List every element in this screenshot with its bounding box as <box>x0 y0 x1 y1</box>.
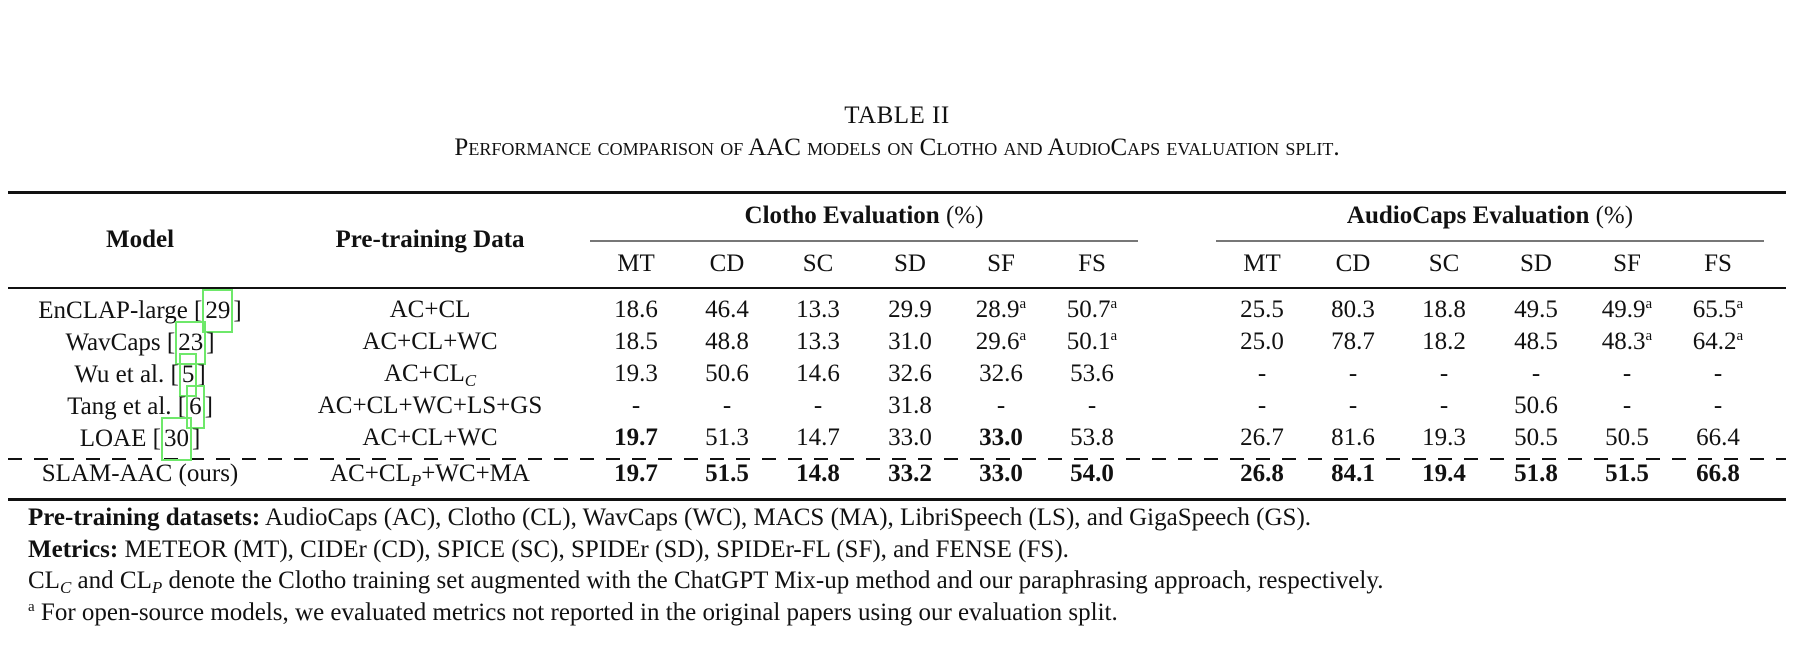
metric-value: 32.6 <box>888 360 932 387</box>
clotho-cmidrule <box>590 240 1138 242</box>
audiocaps-value-sf <box>1581 359 1673 389</box>
clotho-value-mt <box>590 391 682 421</box>
audiocaps-value-fs <box>1672 391 1764 421</box>
audiocaps-value-sf <box>1581 459 1673 489</box>
model-name: Tang et al. [ <box>67 393 187 420</box>
metric-value: 50.6 <box>1514 392 1558 419</box>
clotho-value-sc <box>772 459 864 489</box>
metric-value: - <box>1348 392 1358 419</box>
audiocaps-value-cd <box>1307 295 1399 325</box>
audiocaps-value-sc <box>1398 327 1490 357</box>
audiocaps-value-sd <box>1490 327 1582 357</box>
metric-value: 64.2 <box>1692 328 1737 355</box>
metric-value: 25.0 <box>1240 328 1284 355</box>
clotho-metric-header: FS <box>1078 250 1106 277</box>
footnote-marker: a <box>1019 328 1027 344</box>
audiocaps-value-sd <box>1490 459 1582 489</box>
metric-value: 14.7 <box>796 424 840 451</box>
audiocaps-value-fs <box>1672 327 1764 357</box>
model-name: WavCaps [ <box>65 329 176 356</box>
audiocaps-value-fs <box>1672 423 1764 453</box>
metric-value: 51.5 <box>1605 460 1649 487</box>
table-notes <box>28 502 1383 628</box>
metric-value: 66.4 <box>1696 424 1740 451</box>
clotho-value-sc <box>772 327 864 357</box>
metric-value: - <box>1439 392 1449 419</box>
metric-value: 50.1 <box>1066 328 1111 355</box>
citation-bracket: ] <box>204 393 213 420</box>
metric-value: 18.5 <box>614 328 658 355</box>
audiocaps-value-sc <box>1398 459 1490 489</box>
metric-value: 50.5 <box>1514 424 1558 451</box>
metric-value: 53.6 <box>1070 360 1114 387</box>
metric-value: 81.6 <box>1331 424 1375 451</box>
clotho-value-cd <box>681 459 773 489</box>
citation-link[interactable]: 6 <box>186 385 205 429</box>
metric-value: 48.5 <box>1514 328 1558 355</box>
metric-value: 51.5 <box>705 460 749 487</box>
clotho-value-sf <box>955 391 1047 421</box>
footnote-text: For open-source models, we evaluated metrics not reported in the original papers using our evaluation split. <box>34 598 1118 626</box>
clotho-value-sc <box>772 359 864 389</box>
citation-bracket: ] <box>233 297 242 324</box>
pretraining-data: AC+CL <box>389 296 471 323</box>
clotho-value-sf <box>955 359 1047 389</box>
audiocaps-cmidrule <box>1216 240 1764 242</box>
audiocaps-value-mt <box>1216 359 1308 389</box>
metric-value: 48.3 <box>1601 328 1646 355</box>
clotho-value-cd <box>681 295 773 325</box>
clotho-metric-header: SF <box>987 250 1015 277</box>
table-caption: Performance comparison of AAC models on Clotho and AudioCaps evaluation split. <box>454 134 1340 161</box>
clotho-metric-header: SC <box>802 250 834 277</box>
metric-value: 26.7 <box>1240 424 1284 451</box>
model-name: EnCLAP-large [ <box>38 297 203 324</box>
audiocaps-metric-header: MT <box>1243 250 1281 277</box>
metric-value: 51.8 <box>1514 460 1558 487</box>
metric-value: 33.2 <box>888 460 932 487</box>
table-row-model <box>10 327 270 359</box>
metric-value: - <box>1622 392 1632 419</box>
clotho-value-sf <box>955 459 1047 489</box>
metric-value: - <box>1257 392 1267 419</box>
pretraining-data: AC+CL <box>383 360 465 387</box>
clotho-value-sd <box>864 459 956 489</box>
table-row-pretraining-data <box>280 391 580 421</box>
footnote-marker: a <box>1019 296 1027 312</box>
table-row-model <box>10 459 270 489</box>
metric-value: 19.7 <box>614 460 658 487</box>
audiocaps-value-sf <box>1581 391 1673 421</box>
note-clotho-variants <box>28 565 1383 597</box>
clotho-value-sf <box>955 423 1047 453</box>
metric-value: 31.0 <box>888 328 932 355</box>
audiocaps-value-sc <box>1398 359 1490 389</box>
clotho-value-fs <box>1046 459 1138 489</box>
clotho-value-sc <box>772 295 864 325</box>
metric-value: 33.0 <box>979 424 1023 451</box>
clotho-value-sd <box>864 327 956 357</box>
audiocaps-value-mt <box>1216 295 1308 325</box>
citation-bracket: ] <box>197 361 206 388</box>
clotho-value-sc <box>772 423 864 453</box>
audiocaps-value-sc <box>1398 295 1490 325</box>
footnote-marker: a <box>1645 296 1653 312</box>
note-footnote-a <box>28 597 1383 629</box>
audiocaps-value-sd <box>1490 295 1582 325</box>
audiocaps-value-fs <box>1672 295 1764 325</box>
clotho-value-mt <box>590 295 682 325</box>
note-datasets-label: Pre-training datasets: <box>28 504 261 531</box>
audiocaps-value-sc <box>1398 391 1490 421</box>
clotho-value-fs <box>1046 359 1138 389</box>
audiocaps-value-sd <box>1490 423 1582 453</box>
cl-p-sub: P <box>151 578 163 597</box>
metric-value: 78.7 <box>1331 328 1375 355</box>
table-row-pretraining-data <box>280 327 580 357</box>
clotho-value-sd <box>864 359 956 389</box>
metric-value: - <box>1257 360 1267 387</box>
table-row-model <box>10 295 270 327</box>
table-row-model <box>10 359 270 391</box>
metric-value: 51.3 <box>705 424 749 451</box>
citation-link[interactable]: 30 <box>161 417 192 461</box>
clotho-value-cd <box>681 423 773 453</box>
footnote-marker: a <box>1736 296 1744 312</box>
footnote-mark: a <box>28 598 35 615</box>
clotho-metric-header: SD <box>894 250 926 277</box>
metric-value: 18.8 <box>1422 296 1466 323</box>
metric-value: 13.3 <box>796 328 840 355</box>
model-name: SLAM-AAC (ours) <box>41 460 239 487</box>
audiocaps-value-sf <box>1581 327 1673 357</box>
header-model: Model <box>105 226 175 253</box>
clotho-metric-header: CD <box>709 250 745 277</box>
cl-c-sub: C <box>59 578 72 597</box>
metric-value: 46.4 <box>705 296 749 323</box>
metric-value: 18.2 <box>1422 328 1466 355</box>
pretraining-data: AC+CL <box>330 460 411 487</box>
audiocaps-value-sf <box>1581 423 1673 453</box>
footnote-marker: a <box>1110 328 1118 344</box>
clotho-value-fs <box>1046 327 1138 357</box>
clotho-value-sc <box>772 391 864 421</box>
metric-value: 48.8 <box>705 328 749 355</box>
footnote-marker: a <box>1645 328 1653 344</box>
audiocaps-value-sc <box>1398 423 1490 453</box>
clotho-value-sf <box>955 327 1047 357</box>
clotho-metric-header: MT <box>617 250 655 277</box>
metric-value: 13.3 <box>796 296 840 323</box>
metric-value: - <box>1713 360 1723 387</box>
audiocaps-value-sf <box>1581 295 1673 325</box>
metric-value: 33.0 <box>979 460 1023 487</box>
clotho-value-sf <box>955 295 1047 325</box>
citation-link[interactable]: 29 <box>202 289 233 333</box>
metric-value: 50.7 <box>1066 296 1111 323</box>
clotho-value-cd <box>681 391 773 421</box>
note-datasets <box>28 502 1383 534</box>
footnote-marker: a <box>1110 296 1118 312</box>
clotho-value-sd <box>864 295 956 325</box>
clotho-group-label: Clotho Evaluation <box>744 202 940 229</box>
pretraining-data: AC+CL+WC+LS+GS <box>317 392 543 419</box>
metric-value: 14.6 <box>796 360 840 387</box>
audiocaps-value-sd <box>1490 359 1582 389</box>
metric-value: 49.5 <box>1514 296 1558 323</box>
metric-value: 66.8 <box>1696 460 1740 487</box>
metric-value: 18.6 <box>614 296 658 323</box>
audiocaps-value-cd <box>1307 423 1399 453</box>
percent-unit: (%) <box>945 202 984 229</box>
metric-value: - <box>631 392 641 419</box>
audiocaps-metric-header: SC <box>1428 250 1460 277</box>
clotho-value-fs <box>1046 423 1138 453</box>
cl-c-base: CL <box>28 567 60 594</box>
cl-mid: and <box>71 567 120 594</box>
audiocaps-value-mt <box>1216 391 1308 421</box>
citation-link[interactable]: 5 <box>179 353 198 397</box>
metric-value: - <box>813 392 823 419</box>
citation-bracket: ] <box>191 425 201 452</box>
audiocaps-value-fs <box>1672 359 1764 389</box>
note-datasets-text: AudioCaps (AC), Clotho (CL), WavCaps (WC), MACS (MA), LibriSpeech (LS), and GigaSpeech (GS). <box>260 504 1312 531</box>
metric-value: 19.4 <box>1422 460 1466 487</box>
metric-value: 84.1 <box>1331 460 1375 487</box>
audiocaps-value-cd <box>1307 459 1399 489</box>
metric-value: - <box>996 392 1006 419</box>
audiocaps-value-mt <box>1216 423 1308 453</box>
table-caption-number: TABLE II <box>844 102 950 129</box>
metric-value: 25.5 <box>1240 296 1284 323</box>
clotho-value-cd <box>681 327 773 357</box>
clotho-value-mt <box>590 359 682 389</box>
table-row-pretraining-data <box>280 295 580 325</box>
table-row-pretraining-data <box>280 423 580 453</box>
pretraining-data: AC+CL+WC <box>362 328 498 355</box>
audiocaps-group-label: AudioCaps Evaluation <box>1346 202 1590 229</box>
metric-value: - <box>1713 392 1723 419</box>
metric-value: 19.7 <box>614 424 658 451</box>
audiocaps-value-mt <box>1216 459 1308 489</box>
table-row-model <box>10 391 270 423</box>
metric-value: 29.9 <box>888 296 932 323</box>
metric-value: 33.0 <box>888 424 932 451</box>
metric-value: 65.5 <box>1692 296 1737 323</box>
top-rule <box>8 191 1786 194</box>
metric-value: - <box>1622 360 1632 387</box>
header-clotho-group <box>590 201 1138 231</box>
clotho-value-mt <box>590 423 682 453</box>
metric-value: 19.3 <box>614 360 658 387</box>
audiocaps-value-cd <box>1307 391 1399 421</box>
cl-p-base: CL <box>119 567 152 594</box>
note-metrics-label: Metrics: <box>28 535 119 563</box>
audiocaps-metric-header: FS <box>1704 250 1732 277</box>
metric-value: 19.3 <box>1422 424 1466 451</box>
model-name: LOAE [ <box>79 425 161 452</box>
metric-value: 32.6 <box>979 360 1023 387</box>
metric-value: 53.8 <box>1070 424 1114 451</box>
clotho-value-fs <box>1046 391 1138 421</box>
pretraining-data-rest: +WC+MA <box>421 460 530 487</box>
percent-unit: (%) <box>1595 202 1634 229</box>
pretraining-data-subscript: C <box>464 371 477 390</box>
header-rule <box>8 287 1786 289</box>
metric-value: 80.3 <box>1331 296 1375 323</box>
model-name: Wu et al. [ <box>74 361 179 388</box>
audiocaps-metric-header: SF <box>1613 250 1641 277</box>
citation-link[interactable]: 23 <box>175 321 206 365</box>
table-row-pretraining-data <box>280 459 580 489</box>
audiocaps-metric-header: CD <box>1335 250 1371 277</box>
clotho-value-sd <box>864 423 956 453</box>
pretraining-data: AC+CL+WC <box>362 424 498 451</box>
metric-value: 14.8 <box>796 460 840 487</box>
metric-value: 50.5 <box>1605 424 1649 451</box>
table-row-pretraining-data <box>280 359 580 389</box>
pretraining-data-subscript: P <box>410 471 422 490</box>
metric-value: - <box>1531 360 1541 387</box>
metric-value: 26.8 <box>1240 460 1284 487</box>
audiocaps-value-cd <box>1307 359 1399 389</box>
note-metrics-text: METEOR (MT), CIDEr (CD), SPICE (SC), SPIDEr (SD), SPIDEr-FL (SF), and FENSE (FS). <box>118 535 1069 563</box>
header-pretraining-data: Pre-training Data <box>335 226 525 253</box>
table-row-model <box>10 423 270 455</box>
audiocaps-value-fs <box>1672 459 1764 489</box>
audiocaps-metric-header: SD <box>1520 250 1552 277</box>
metric-value: 50.6 <box>705 360 749 387</box>
citation-bracket: ] <box>206 329 215 356</box>
metric-value: - <box>1439 360 1449 387</box>
audiocaps-value-mt <box>1216 327 1308 357</box>
header-audiocaps-group <box>1216 201 1764 231</box>
clotho-value-mt <box>590 459 682 489</box>
metric-value: - <box>722 392 732 419</box>
audiocaps-value-cd <box>1307 327 1399 357</box>
footnote-marker: a <box>1736 328 1744 344</box>
metric-value: - <box>1087 392 1097 419</box>
note-metrics <box>28 534 1383 566</box>
metric-value: 49.9 <box>1601 296 1646 323</box>
metric-value: 31.8 <box>888 392 932 419</box>
metric-value: 29.6 <box>975 328 1020 355</box>
clotho-value-mt <box>590 327 682 357</box>
cl-text: denote the Clotho training set augmented with the ChatGPT Mix-up method and our paraphrasing approach, respectively. <box>162 567 1384 594</box>
clotho-value-cd <box>681 359 773 389</box>
audiocaps-value-sd <box>1490 391 1582 421</box>
clotho-value-sd <box>864 391 956 421</box>
clotho-value-fs <box>1046 295 1138 325</box>
metric-value: - <box>1348 360 1358 387</box>
bottom-rule <box>8 498 1786 501</box>
metric-value: 28.9 <box>975 296 1020 323</box>
metric-value: 54.0 <box>1070 460 1114 487</box>
